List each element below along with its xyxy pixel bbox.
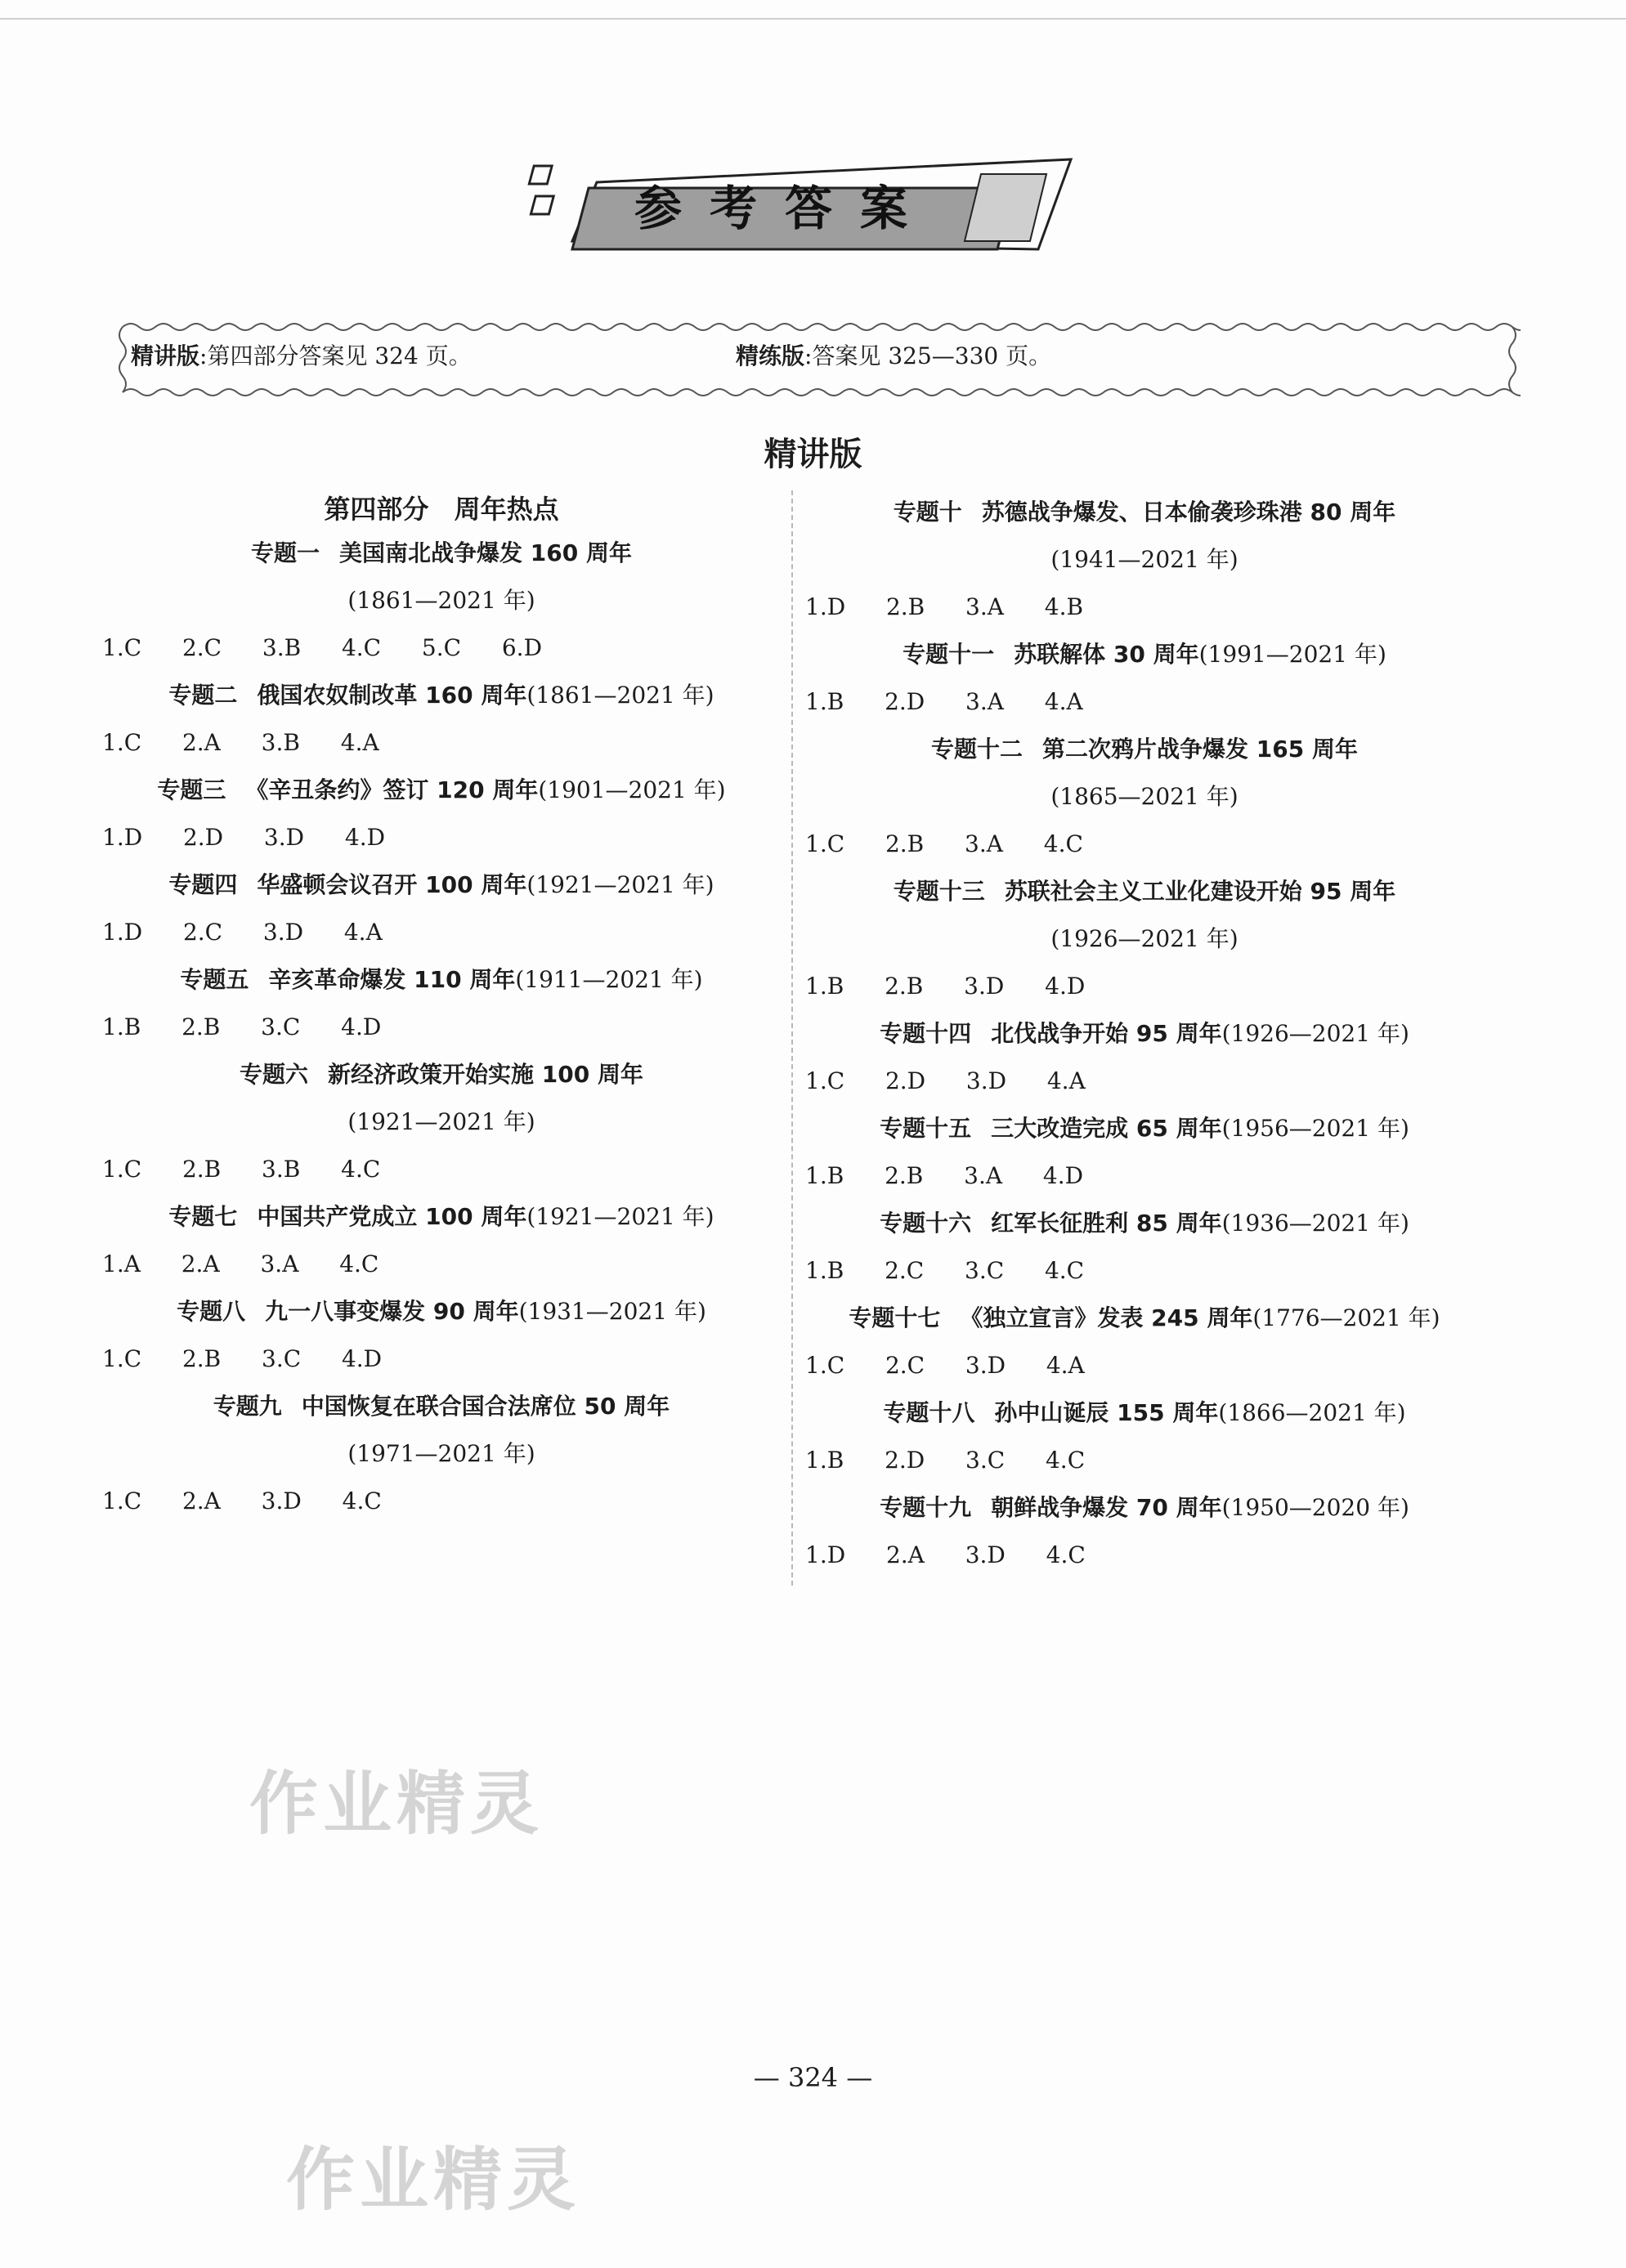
topic-number: 专题十八 xyxy=(883,1399,975,1426)
topic-number: 专题十七 xyxy=(849,1304,941,1331)
topic-years: (1926—2021 年) xyxy=(1221,1020,1409,1047)
top-rule xyxy=(0,18,1626,20)
topic-heading xyxy=(805,1295,1484,1342)
topic-number: 专题三 xyxy=(157,776,226,803)
topic-title: 俄国农奴制改革 160 周年 xyxy=(257,682,527,709)
topic-number: 专题五 xyxy=(180,966,249,993)
topic-years: (1921—2021 年) xyxy=(526,871,714,898)
topic-years: (1861—2021 年) xyxy=(347,587,535,614)
topic-heading xyxy=(102,956,781,1004)
topic-number: 专题一 xyxy=(251,539,320,566)
topic-years: (1921—2021 年) xyxy=(347,1108,535,1135)
topic-years: (1866—2021 年) xyxy=(1218,1399,1406,1426)
answer-row: 1.B 2.D 3.A 4.A xyxy=(805,688,1083,715)
topic-years-line xyxy=(102,577,781,624)
topic-heading xyxy=(805,1010,1484,1058)
topic-title: 九一八事变爆发 90 周年 xyxy=(265,1298,519,1325)
topic-number: 专题六 xyxy=(240,1061,309,1088)
topic-years: (1931—2021 年) xyxy=(518,1298,706,1325)
topic-number: 专题二 xyxy=(168,682,238,709)
answer-row: 1.C 2.B 3.A 4.C xyxy=(805,830,1083,857)
info-left-label: 精讲版 xyxy=(131,342,200,369)
page-number: — 324 — xyxy=(753,2062,873,2093)
topic-title: 三大改造完成 65 周年 xyxy=(991,1115,1222,1142)
topic-number: 专题十一 xyxy=(903,641,995,668)
topic-number: 专题十 xyxy=(893,499,962,526)
topic-years: (1911—2021 年) xyxy=(515,966,703,993)
topic-heading xyxy=(102,1193,781,1241)
topic-years: (1901—2021 年) xyxy=(538,776,726,803)
topic-heading xyxy=(805,1200,1484,1247)
answer-row: 1.B 2.B 3.D 4.D xyxy=(805,973,1086,1000)
topic-number: 专题四 xyxy=(168,871,238,898)
topic-heading xyxy=(805,868,1484,915)
page-title: 参考答案 xyxy=(634,181,935,236)
answer-row: 1.C 2.C 3.D 4.A xyxy=(805,1352,1085,1379)
section-title: 精讲版 xyxy=(764,436,862,473)
topic-number: 专题十四 xyxy=(880,1020,972,1047)
topic-years-line xyxy=(102,1098,781,1146)
info-left xyxy=(131,340,472,373)
topic-years: (1865—2021 年) xyxy=(1050,783,1239,810)
topic-years: (1971—2021 年) xyxy=(347,1440,535,1467)
info-bar xyxy=(114,319,1521,400)
topic-heading xyxy=(102,861,781,909)
topic-title: 苏联解体 30 周年 xyxy=(1014,641,1199,668)
topic-title: 孙中山诞辰 155 周年 xyxy=(994,1399,1219,1426)
topic-title: 中国恢复在联合国合法席位 50 周年 xyxy=(301,1393,670,1420)
topic-heading xyxy=(805,726,1484,773)
topic-title: 《辛丑条约》签订 120 周年 xyxy=(245,776,539,803)
topic-heading xyxy=(805,631,1484,678)
answer-row: 1.C 2.C 3.B 4.C 5.C 6.D xyxy=(102,634,543,661)
topic-heading xyxy=(805,1389,1484,1437)
right-column xyxy=(805,489,1484,1579)
topic-years-line xyxy=(102,1430,781,1478)
title-banner xyxy=(523,151,1079,257)
answer-row: 1.D 2.D 3.D 4.D xyxy=(102,824,386,851)
topic-title: 中国共产党成立 100 周年 xyxy=(257,1203,527,1230)
topic-number: 专题八 xyxy=(177,1298,246,1325)
topic-years: (1936—2021 年) xyxy=(1221,1210,1409,1237)
topic-number: 专题九 xyxy=(213,1393,282,1420)
answer-row: 1.C 2.B 3.C 4.D xyxy=(102,1345,383,1372)
topic-years-line xyxy=(805,773,1484,821)
topic-title: 新经济政策开始实施 100 周年 xyxy=(328,1061,643,1088)
topic-heading xyxy=(102,672,781,719)
answer-row: 1.B 2.C 3.C 4.C xyxy=(805,1257,1085,1284)
topic-years: (1941—2021 年) xyxy=(1050,546,1239,573)
topic-years: (1991—2021 年) xyxy=(1198,641,1386,668)
topic-title: 苏联社会主义工业化建设开始 95 周年 xyxy=(1004,878,1396,905)
topic-number: 专题十六 xyxy=(880,1210,972,1237)
topic-heading xyxy=(805,489,1484,536)
topic-years: (1861—2021 年) xyxy=(526,682,714,709)
answer-row: 1.A 2.A 3.A 4.C xyxy=(102,1250,379,1277)
answer-row: 1.B 2.B 3.A 4.D xyxy=(805,1162,1084,1189)
topic-number: 专题十九 xyxy=(880,1494,972,1521)
answer-row: 1.D 2.C 3.D 4.A xyxy=(102,919,383,946)
info-right-text: :答案见 325—330 页。 xyxy=(804,342,1052,369)
topic-years-line xyxy=(805,536,1484,584)
answer-row: 1.B 2.D 3.C 4.C xyxy=(805,1447,1086,1474)
topic-title: 《独立宣言》发表 245 周年 xyxy=(960,1304,1253,1331)
topic-heading xyxy=(102,767,781,814)
topic-years: (1950—2020 年) xyxy=(1221,1494,1409,1521)
topic-heading xyxy=(805,1105,1484,1152)
topic-years-line xyxy=(805,915,1484,963)
topic-years: (1926—2021 年) xyxy=(1050,925,1239,952)
watermark: 作业精灵 xyxy=(286,2140,581,2220)
answer-row: 1.C 2.A 3.D 4.C xyxy=(102,1487,382,1514)
left-column xyxy=(102,489,781,1525)
column-divider xyxy=(791,490,793,1586)
info-right-label: 精练版 xyxy=(736,342,805,369)
part-title: 第四部分 周年热点 xyxy=(324,494,559,525)
topic-title: 北伐战争开始 95 周年 xyxy=(991,1020,1222,1047)
topic-heading xyxy=(102,1051,781,1098)
topic-number: 专题七 xyxy=(168,1203,238,1230)
topic-title: 美国南北战争爆发 160 周年 xyxy=(339,539,632,566)
answer-row: 1.B 2.B 3.C 4.D xyxy=(102,1013,382,1040)
info-left-text: :第四部分答案见 324 页。 xyxy=(199,342,472,369)
topic-number: 专题十五 xyxy=(880,1115,972,1142)
answer-row: 1.D 2.B 3.A 4.B xyxy=(805,593,1084,620)
topic-title: 朝鲜战争爆发 70 周年 xyxy=(991,1494,1222,1521)
topic-years: (1956—2021 年) xyxy=(1221,1115,1409,1142)
topic-title: 红军长征胜利 85 周年 xyxy=(991,1210,1222,1237)
topic-title: 辛亥革命爆发 110 周年 xyxy=(268,966,516,993)
topic-title: 苏德战争爆发、日本偷袭珍珠港 80 周年 xyxy=(981,499,1396,526)
topic-title: 华盛顿会议召开 100 周年 xyxy=(257,871,527,898)
topic-heading xyxy=(102,530,781,577)
answer-row: 1.C 2.D 3.D 4.A xyxy=(805,1067,1086,1094)
topic-years: (1921—2021 年) xyxy=(526,1203,714,1230)
topic-number: 专题十三 xyxy=(893,878,985,905)
topic-years: (1776—2021 年) xyxy=(1252,1304,1440,1331)
answer-row: 1.C 2.A 3.B 4.A xyxy=(102,729,379,756)
topic-heading xyxy=(102,1288,781,1335)
topic-number: 专题十二 xyxy=(931,736,1024,763)
topic-title: 第二次鸦片战争爆发 165 周年 xyxy=(1042,736,1358,763)
watermark: 作业精灵 xyxy=(249,1764,544,1844)
topic-heading xyxy=(805,1484,1484,1532)
info-right xyxy=(736,340,1051,373)
topic-heading xyxy=(102,1383,781,1430)
answer-row: 1.D 2.A 3.D 4.C xyxy=(805,1541,1086,1568)
answer-row: 1.C 2.B 3.B 4.C xyxy=(102,1156,381,1183)
